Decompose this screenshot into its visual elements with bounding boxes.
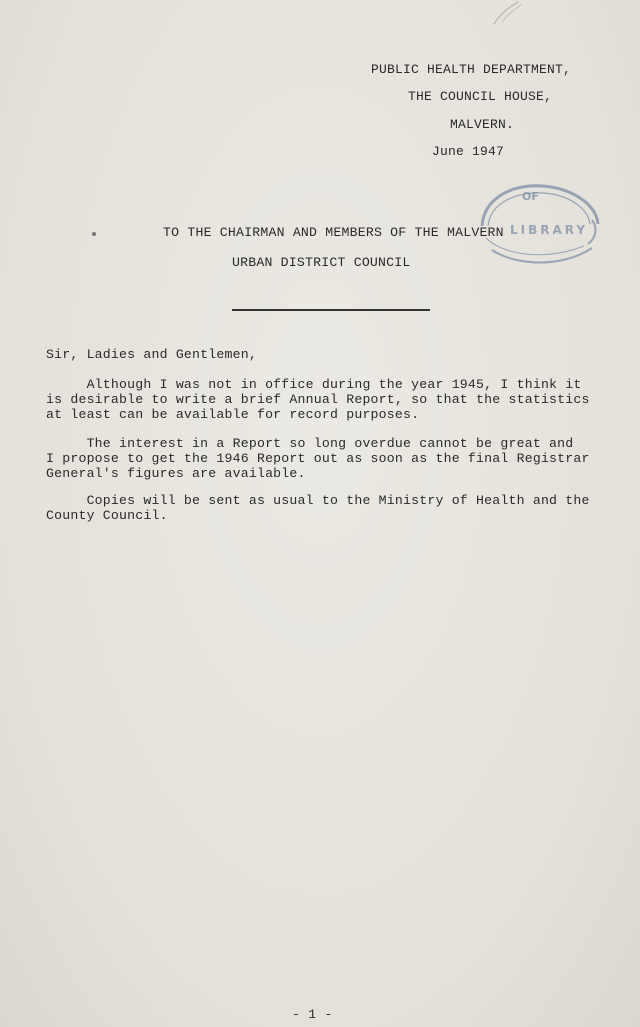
header-town: MALVERN. xyxy=(450,117,515,132)
paragraph-3-line-1: Copies will be sent as usual to the Ministry of Health and the xyxy=(46,493,590,508)
addressee-line-2: URBAN DISTRICT COUNCIL xyxy=(232,255,411,270)
header-building: THE COUNCIL HOUSE, xyxy=(408,89,553,104)
header-date: June 1947 xyxy=(432,144,505,159)
paragraph-2-line-1: The interest in a Report so long overdue cannot be great and xyxy=(46,436,574,451)
paragraph-2-line-2: I propose to get the 1946 Report out as soon as the final Registrar xyxy=(46,451,590,466)
salutation: Sir, Ladies and Gentlemen, xyxy=(46,347,257,362)
paragraph-1-line-3: at least can be available for record purposes. xyxy=(46,407,420,422)
pencil-mark xyxy=(488,0,528,26)
divider-rule xyxy=(232,309,430,311)
paragraph-1-line-2: is desirable to write a brief Annual Report, so that the statistics xyxy=(46,392,590,407)
margin-dot xyxy=(92,232,96,236)
paragraph-3-line-2: County Council. xyxy=(46,508,168,523)
page-number: - 1 - xyxy=(292,1007,333,1022)
addressee-line-1: TO THE CHAIRMAN AND MEMBERS OF THE MALVERN xyxy=(163,225,504,240)
stamp-top-text: OF xyxy=(522,190,539,203)
paragraph-1-line-1: Although I was not in office during the year 1945, I think it xyxy=(46,377,582,392)
header-department: PUBLIC HEALTH DEPARTMENT, xyxy=(371,62,572,77)
stamp-middle-text: LIBRARY xyxy=(510,223,589,237)
library-stamp xyxy=(472,180,604,272)
paragraph-2-line-3: General's figures are available. xyxy=(46,466,306,481)
